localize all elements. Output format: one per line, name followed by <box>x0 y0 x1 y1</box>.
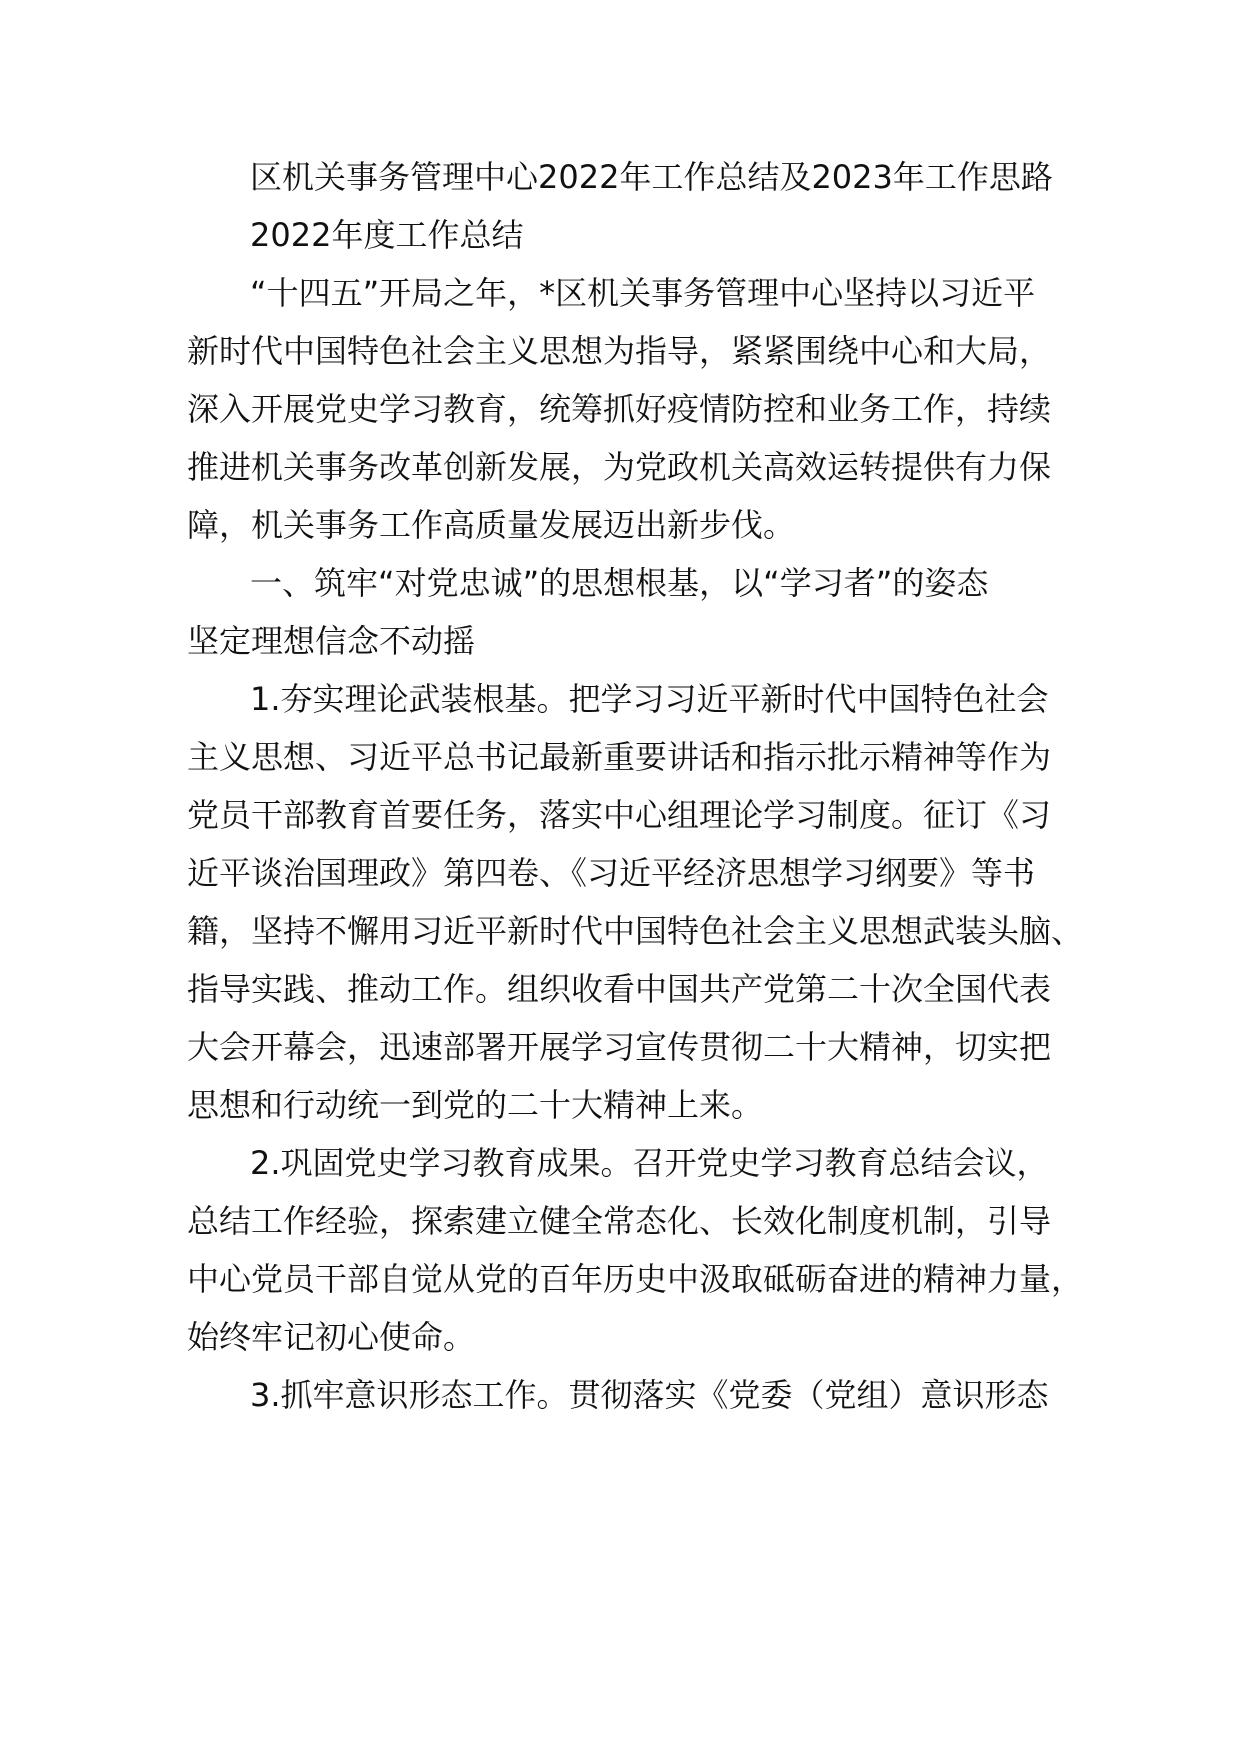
paragraph-line: 新时代中国特色社会主义思想为指导，紧紧围绕中心和大局， <box>187 332 1052 370</box>
document-subtitle: 2022年度工作总结 <box>250 216 524 254</box>
paragraph-line: 始终牢记初心使命。 <box>187 1318 476 1356</box>
paragraph-line: 1.夯实理论武装根基。把学习习近平新时代中国特色社会 <box>250 680 1049 718</box>
paragraph-line: 中心党员干部自觉从党的百年历史中汲取砥砺奋进的精神力量， <box>187 1260 1084 1298</box>
paragraph-line: 指导实践、推动工作。组织收看中国共产党第二十次全国代表 <box>187 970 1052 1008</box>
document-title: 区机关事务管理中心2022年工作总结及2023年工作思路 <box>250 158 1053 196</box>
paragraph-line: “十四五”开局之年，*区机关事务管理中心坚持以习近平 <box>250 274 1036 312</box>
paragraph-line: 深入开展党史学习教育，统筹抓好疫情防控和业务工作，持续 <box>187 390 1052 428</box>
paragraph-line: 主义思想、习近平总书记最新重要讲话和指示批示精神等作为 <box>187 738 1052 776</box>
paragraph-line: 大会开幕会，迅速部署开展学习宣传贯彻二十大精神，切实把 <box>187 1028 1052 1066</box>
paragraph-line: 总结工作经验，探索建立健全常态化、长效化制度机制，引导 <box>187 1202 1052 1240</box>
paragraph-line: 近平谈治国理政》第四卷、《习近平经济思想学习纲要》等书 <box>187 854 1036 892</box>
paragraph-line: 籍，坚持不懈用习近平新时代中国特色社会主义思想武装头脑、 <box>187 912 1084 950</box>
section-heading-line: 一、筑牢“对党忠诚”的思想根基，以“学习者”的姿态 <box>250 564 989 602</box>
paragraph-line: 障，机关事务工作高质量发展迈出新步伐。 <box>187 506 796 544</box>
paragraph-line: 思想和行动统一到党的二十大精神上来。 <box>187 1086 764 1124</box>
paragraph-line: 党员干部教育首要任务，落实中心组理论学习制度。征订《习 <box>187 796 1052 834</box>
paragraph-line: 推进机关事务改革创新发展，为党政机关高效运转提供有力保 <box>187 448 1052 486</box>
section-heading-line: 坚定理想信念不动摇 <box>187 622 476 660</box>
paragraph-line: 3.抓牢意识形态工作。贯彻落实《党委（党组）意识形态 <box>250 1376 1049 1414</box>
paragraph-line: 2.巩固党史学习教育成果。召开党史学习教育总结会议， <box>250 1144 1049 1182</box>
